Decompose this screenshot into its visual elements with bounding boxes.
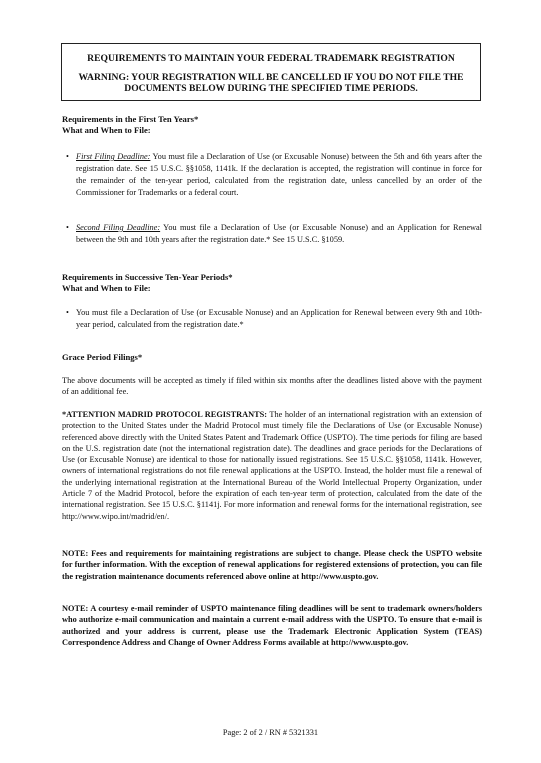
madrid-protocol-label: *ATTENTION MADRID PROTOCOL REGISTRANTS: [62, 410, 268, 419]
section-subheading-what-when: What and When to File: [62, 125, 151, 135]
second-filing-deadline-text: You must file a Declaration of Use (or Excusable Nonuse) and an Application for Renewal between the 9th and 10th years after the registration date.* See 15 U.S.C. §1059. [76, 223, 482, 244]
grace-period-text: The above documents will be accepted as timely if filed within six months after the deadlines listed above with the payment of an additional fee. [62, 376, 482, 397]
first-filing-deadline-label: First Filing Deadline: [76, 152, 151, 161]
warning-box [61, 43, 481, 101]
warning-text: WARNING: YOUR REGISTRATION WILL BE CANCELLED IF YOU DO NOT FILE THE DOCUMENTS BELOW DURING THE SPECIFIED TIME PERIODS. [78, 71, 464, 94]
document-title: REQUIREMENTS TO MAINTAIN YOUR FEDERAL TRADEMARK REGISTRATION [87, 53, 455, 64]
second-filing-deadline-label: Second Filing Deadline: [76, 223, 161, 232]
bullet-icon: • [66, 308, 69, 317]
bullet-icon: • [66, 152, 69, 161]
first-filing-deadline-text: You must file a Declaration of Use (or Excusable Nonuse) between the 5th and 6th years after the registration date. See 15 U.S.C. §§1058, 1141k. If the declaration is accepted, the registration will continue in force for the remainder of the ten-year period, calculated from the registration date, unless cancelled by an order of the Commissioner for Trademarks or a federal court. [76, 152, 482, 197]
note-fees: NOTE: Fees and requirements for maintaining registrations are subject to change. Please check the USPTO website for further information. With the exception of renewal applications for registered extensions of protection, you can file the registration maintenance documents referenced above online at http://www.uspto.gov. [62, 549, 482, 581]
section-heading-first-ten-years: Requirements in the First Ten Years* [62, 114, 199, 124]
bullet-icon: • [66, 223, 69, 232]
list-item-second-filing [66, 222, 482, 246]
list-item-first-filing [66, 151, 482, 199]
successive-filing-text: You must file a Declaration of Use (or Excusable Nonuse) and an Application for Renewal between every 9th and 10th-year period, calculated from the registration date.* [76, 308, 482, 329]
madrid-protocol-text: The holder of an international registration with an extension of protection to the United States under the Madrid Protocol must timely file the Declarations of Use (or Excusable Nonuse) referenced above directly with the United States Patent and Trademark Office (USPTO). The time periods for filing are based on the U.S. registration date (not the international registration date). The deadlines and grace periods for the Declarations of Use (or Excusable Nonuse) are identical to those for nationally issued registrations. See 15 U.S.C. §§1058, 1141k. However, owners of international registrations do not file renewal applications at the USPTO. Instead, the holder must file a renewal of the underlying international registration at the International Bureau of the World Intellectual Property Organization, under Article 7 of the Madrid Protocol, before the expiration of each ten-year term of protection, calculated from the date of the international registration. See 15 U.S.C. §1141j. For more information and renewal forms for the international registration, see http://www.wipo.int/madrid/en/. [62, 410, 482, 521]
section-subheading-what-when: What and When to File: [62, 283, 151, 293]
page-footer: Page: 2 of 2 / RN # 5321331 [222, 728, 319, 737]
section-heading-successive-periods: Requirements in Successive Ten-Year Periods* [62, 272, 233, 282]
section-heading-grace-period: Grace Period Filings* [62, 352, 143, 362]
list-item-successive-filing [66, 307, 482, 331]
madrid-protocol-paragraph [62, 409, 482, 522]
note-email-reminder: NOTE: A courtesy e-mail reminder of USPTO maintenance filing deadlines will be sent to trademark owners/holders who authorize e-mail communication and maintain a current e-mail address with the USPTO. To ensure that e-mail is authorized and your address is current, please use the Trademark Electronic Application System (TEAS) Correspondence Address and Change of Owner Address Forms available at http://www.uspto.gov. [62, 604, 482, 647]
